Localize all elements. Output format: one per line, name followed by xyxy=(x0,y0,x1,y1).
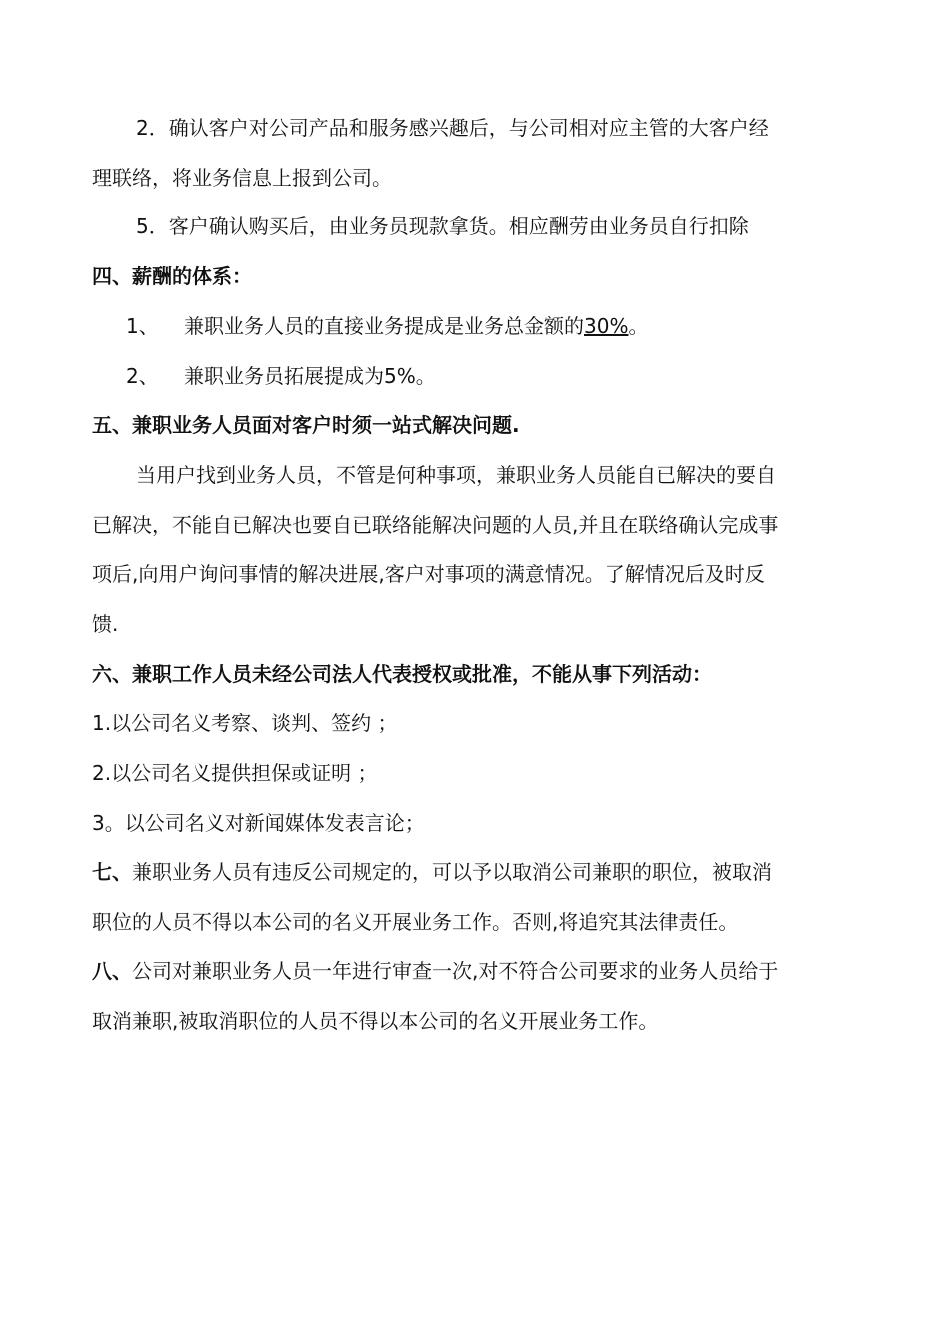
section-prefix: 七、 xyxy=(92,860,132,884)
commission-value: 30% xyxy=(584,314,629,338)
section-heading: 四、薪酬的体系： xyxy=(92,264,252,288)
list-item xyxy=(126,363,901,389)
list-item xyxy=(126,313,901,339)
list-text: 兼职业务员拓展提成为5%。 xyxy=(184,364,436,388)
section-heading: 五、兼职业务人员面对客户时须一站式解决问题. xyxy=(92,413,520,437)
paragraph-text: 公司对兼职业务人员一年进行审查一次,对不符合公司要求的业务人员给于 xyxy=(132,959,779,983)
paragraph-line: 已解决，不能自已解决也要自已联络能解决问题的人员,并且在联络确认完成事 xyxy=(92,513,779,537)
list-text-end: 。 xyxy=(628,314,649,338)
list-number: 1、 xyxy=(126,314,159,338)
paragraph-line: 理联络，将业务信息上报到公司。 xyxy=(92,166,392,190)
paragraph-line: 2．确认客户对公司产品和服务感兴趣后，与公司相对应主管的大客户经 xyxy=(136,116,769,140)
paragraph-line xyxy=(92,958,867,984)
list-number: 2、 xyxy=(126,364,159,388)
section-prefix: 八、 xyxy=(92,959,132,983)
paragraph-line: 职位的人员不得以本公司的名义开展业务工作。否则,将追究其法律责任。 xyxy=(92,910,739,934)
list-item: 3。以公司名义对新闻媒体发表言论； xyxy=(92,811,425,835)
paragraph-line: 项后,向用户询问事情的解决进展,客户对事项的满意情况。了解情况后及时反 xyxy=(92,562,765,586)
list-item: 2.以公司名义提供担保或证明 ； xyxy=(92,761,378,785)
paragraph-line: 馈. xyxy=(92,612,119,636)
list-text: 兼职业务人员的直接业务提成是业务总金额的 xyxy=(184,314,584,338)
paragraph-text: 兼职业务人员有违反公司规定的，可以予以取消公司兼职的职位，被取消 xyxy=(132,860,772,884)
paragraph-line xyxy=(92,859,867,885)
paragraph-line: 取消兼职,被取消职位的人员不得以本公司的名义开展业务工作。 xyxy=(92,1009,659,1033)
section-heading: 六、兼职工作人员未经公司法人代表授权或批准，不能从事下列活动： xyxy=(92,662,712,686)
list-item: 1.以公司名义考察、谈判、签约 ； xyxy=(92,711,398,735)
paragraph-line: 5．客户确认购买后，由业务员现款拿货。相应酬劳由业务员自行扣除 xyxy=(136,214,749,238)
paragraph-line: 当用户找到业务人员，不管是何种事项，兼职业务人员能自已解决的要自 xyxy=(136,463,776,487)
